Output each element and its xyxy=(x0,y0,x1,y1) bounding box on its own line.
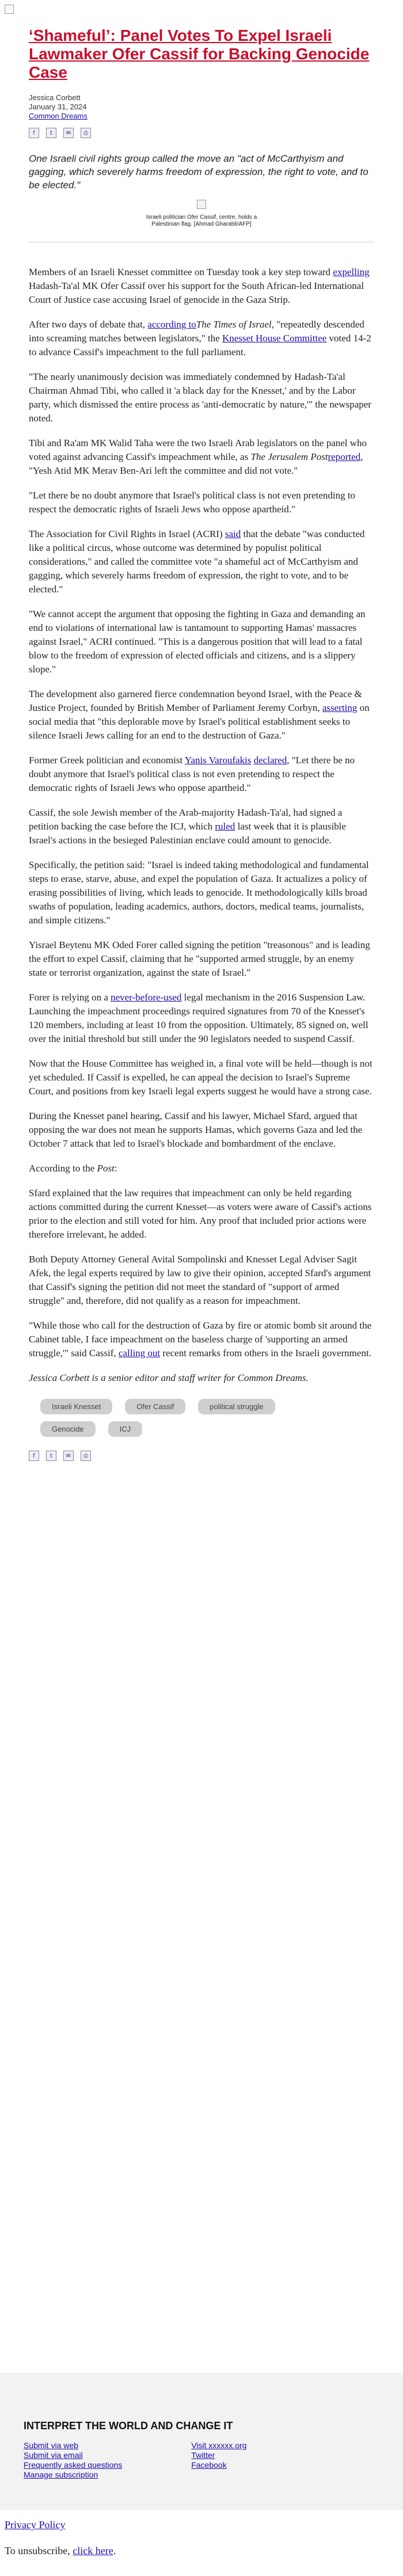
print-icon[interactable]: ⎙ xyxy=(81,128,91,138)
email-icon[interactable]: ✉ xyxy=(63,128,74,138)
author-name: Jessica Corbett xyxy=(29,93,81,102)
tag-pill[interactable]: Ofer Cassif xyxy=(125,1399,185,1414)
text: Members of an Israeli Knesset committee on Tuesday took a key step toward xyxy=(29,267,333,277)
text: Post xyxy=(97,1163,115,1174)
paragraph xyxy=(29,1319,374,1360)
inline-link[interactable]: expelling xyxy=(333,267,370,277)
paragraph: During the Knesset panel hearing, Cassif and his lawyer, Michael Sfard, argued that opposing the war does not mean he supports Hamas, which governs Gaza and led the October 7 attack that led to Israel's blockade and bombardment of the enclave. xyxy=(29,1110,363,1149)
bottom-links xyxy=(5,2519,116,2557)
paragraph: Specifically, the petition said: "Israel is indeed taking methodological and fundamental steps to erase, starve, abuse, and expel the population of Gaza. It actualizes a policy of erasing possibilities of living, which leads to genocide. It methodologically kills broad swaths of population, leading academics, authors, doctors, medical teams, journalists, and simple citizens." xyxy=(29,859,369,926)
footer-links xyxy=(24,2441,246,2480)
tag-pill[interactable]: political struggle xyxy=(198,1399,275,1414)
article-summary: One Israeli civil rights group called the move an "act of McCarthyism and gagging, which severely harms freedom of expression, the right to vote, and to be elected." xyxy=(29,153,368,191)
text: that the debate "was conducted like a political circus, whose outcome was determined by populist political considerations," and called the committee vote "a shameful act of McCarthyism and gagging, which severely harms freedom of expression, the right to vote, and to be elected." xyxy=(29,528,365,595)
paragraph xyxy=(29,1162,374,1175)
twitter-icon[interactable]: t xyxy=(46,128,56,138)
paragraph xyxy=(29,265,374,307)
article-image-icon xyxy=(197,200,206,209)
text: After two days of debate that, xyxy=(29,319,148,330)
paragraph: "We cannot accept the argument that opposing the fighting in Gaza and demanding an end to violations of international law is tantamount to supporting Hamas' massacres against Israel," ACRI continued. "This is a dangerous position that will lead to a fatal blow to the freedom of expression of elected officials and citizens, and is a slippery slope." xyxy=(29,608,366,675)
paragraph xyxy=(29,687,374,743)
article-container xyxy=(29,26,374,1461)
footer-column xyxy=(191,2441,246,2480)
privacy-policy-link[interactable]: Privacy Policy xyxy=(5,2519,66,2531)
paragraph: Yisrael Beytenu MK Oded Forer called signing the petition "treasonous" and is leading the effort to expel Cassif, claiming that he "supported armed struggle, by an enemy state or terrorist organization, against the state of Israel." xyxy=(29,939,370,978)
footer xyxy=(0,2373,403,2510)
print-icon[interactable]: ⎙ xyxy=(81,1451,91,1461)
text: . xyxy=(113,2545,116,2556)
inline-link[interactable]: reported xyxy=(328,451,361,462)
text: recent remarks from others in the Israeli government. xyxy=(160,1348,371,1359)
outlet-link[interactable]: Common Dreams xyxy=(29,112,88,120)
paragraph xyxy=(29,754,374,795)
paragraph: Sfard explained that the law requires that impeachment can only be held regarding actions committed during the current Knesset—as voters were aware of Cassif's actions prior to the election and still voted for him. Any proof that included prior actions were therefore irrelevant, he added. xyxy=(29,1188,372,1240)
footer-link[interactable]: Facebook xyxy=(191,2460,227,2470)
footer-link[interactable]: Submit via web xyxy=(24,2441,78,2450)
footer-link[interactable]: Submit via email xyxy=(24,2451,83,2460)
paragraph xyxy=(29,527,374,596)
inline-link[interactable]: declared xyxy=(253,755,287,766)
share-bar-top xyxy=(29,128,374,138)
footer-link[interactable]: Manage subscription xyxy=(24,2470,98,2479)
text: Forer is relying on a xyxy=(29,992,111,1003)
tag-pill[interactable]: ICJ xyxy=(108,1421,143,1437)
article-body xyxy=(29,265,374,1385)
article-title[interactable]: ‘Shameful’: Panel Votes To Expel Israeli Lawmaker Ofer Cassif for Backing Genocide Case xyxy=(29,26,370,81)
paragraph: Both Deputy Attorney General Avital Sompolinski and Knesset Legal Adviser Sagit Afek, the legal experts required by law to give their opinion, accepted Sfard's argument that Cassif's signing the petition did not meet the standard of "support of armed struggle" and, therefore, did not qualify as a reason for impeachment. xyxy=(29,1254,371,1306)
unsubscribe-line xyxy=(5,2545,116,2557)
tag-list xyxy=(40,1399,311,1437)
text: Tibi and Ra'am MK Walid Taha were the two Israeli Arab legislators on the panel who voted against advancing Cassif's impeachment while, as xyxy=(29,437,367,462)
email-icon[interactable]: ✉ xyxy=(63,1451,74,1461)
footer-link[interactable]: Twitter xyxy=(191,2451,215,2460)
text: According to the xyxy=(29,1163,97,1174)
unsubscribe-link[interactable]: click here xyxy=(73,2545,113,2556)
inline-link[interactable]: ruled xyxy=(215,821,235,832)
byline xyxy=(29,93,374,121)
text: Former Greek politician and economist xyxy=(29,755,185,766)
facebook-icon[interactable]: f xyxy=(29,128,39,138)
text: The Jerusalem Post xyxy=(250,451,328,462)
paragraph xyxy=(29,806,374,847)
inline-link[interactable]: according to xyxy=(147,319,196,330)
text: voted 14-2 to advance Cassif's impeachment to the full parliament. xyxy=(29,333,371,357)
paragraph: "Let there be no doubt anymore that Israel's political class is not even pretending to respect the democratic rights of Israeli Jews who oppose apartheid." xyxy=(29,490,356,515)
author-bio: Jessica Corbett is a senior editor and staff writer for Common Dreams. xyxy=(29,1372,309,1383)
broken-image-icon xyxy=(5,5,14,14)
text: last week that it is plausible Israel's actions in the besieged Palestinian enclave could amount to genocide. xyxy=(29,821,346,846)
inline-link[interactable]: Knesset House Committee xyxy=(222,333,327,344)
footer-link[interactable]: Visit xxxxxx.org xyxy=(191,2441,247,2450)
inline-link[interactable]: calling out xyxy=(118,1348,161,1359)
facebook-icon[interactable]: f xyxy=(29,1451,39,1461)
text: Hadash-Ta'al MK Ofer Cassif over his support for the South African-led International Court of Justice case accusing Israel of genocide in the Gaza Strip. xyxy=(29,280,364,305)
article-figure xyxy=(29,200,374,228)
tag-pill[interactable]: Israeli Knesset xyxy=(40,1399,112,1414)
footer-title: INTERPRET THE WORLD AND CHANGE IT xyxy=(24,2420,233,2432)
footer-link[interactable]: Frequently asked questions xyxy=(24,2460,123,2470)
text: Cassif, the sole Jewish member of the Arab-majority Hadash-Ta'al, had signed a petition backing the case before the ICJ, which xyxy=(29,807,343,832)
text: The Times of Israel xyxy=(196,319,272,330)
image-caption: Israeli politician Ofer Cassif, centre, holds a Palestinian flag. [Ahmad Gharabli/AFP] xyxy=(146,214,257,227)
inline-link[interactable]: Yanis Varoufakis xyxy=(184,755,252,766)
footer-column xyxy=(24,2441,122,2480)
inline-link[interactable]: never-before-used xyxy=(111,992,182,1003)
text: , "Let there be no doubt anymore that Israel's political class is not even pretending to respect the democratic rights of Israeli Jews who oppose apartheid." xyxy=(29,755,355,793)
share-bar-bottom xyxy=(29,1451,374,1461)
publish-date: January 31, 2024 xyxy=(29,102,87,111)
text: The development also garnered fierce condemnation beyond Israel, with the Peace & Justice Project, founded by British Member of Parliament Jeremy Corbyn, xyxy=(29,688,362,713)
text: , "repeatedly descended into screaming matches between legislators," the xyxy=(29,319,364,344)
text: The Association for Civil Rights in Israel (ACRI) xyxy=(29,528,225,539)
tag-pill[interactable]: Genocide xyxy=(40,1421,96,1437)
inline-link[interactable]: said xyxy=(225,528,241,539)
text: To unsubscribe, xyxy=(5,2545,73,2556)
paragraph xyxy=(29,318,374,359)
text: on social media that "this deplorable move by Israel's political establishment seeks to silence Israeli Jews calling for an end to the destruction of Gaza." xyxy=(29,702,370,741)
text: legal mechanism in the 2016 Suspension Law. Launching the impeachment proceedings required signatures from 70 of the Knesset's 120 members, including at least 10 from the opposition. Ultimately, 85 signed on, well over the initial threshold but still under the 90 legislators needed to suspend Cassif. xyxy=(29,992,368,1044)
text: , "Yesh Atid MK Merav Ben-Ari left the committee and did not vote." xyxy=(29,451,363,476)
paragraph: Now that the House Committee has weighed in, a final vote will be held—though is not yet scheduled. If Cassif is expelled, he can appeal the decision to Israel's Supreme Court, and positions from key Israeli legal experts suggest he would have a strong case. xyxy=(29,1058,372,1097)
text: "While those who call for the destruction of Gaza by fire or atomic bomb sit around the Cabinet table, I face impeachment on the baseless charge of 'supporting an armed struggle,'" said Cassif, xyxy=(29,1320,372,1359)
twitter-icon[interactable]: t xyxy=(46,1451,56,1461)
text: : xyxy=(114,1163,117,1174)
inline-link[interactable]: asserting xyxy=(322,702,358,713)
paragraph: "The nearly unanimously decision was immediately condemned by Hadash-Ta'al Chairman Ahmad Tibi, who called it 'a black day for the Knesset,' and by the Labor party, which dismissed the entire process as 'anti-democratic by nature,'" the newspaper noted. xyxy=(29,371,371,424)
paragraph xyxy=(29,991,374,1046)
paragraph xyxy=(29,436,374,478)
